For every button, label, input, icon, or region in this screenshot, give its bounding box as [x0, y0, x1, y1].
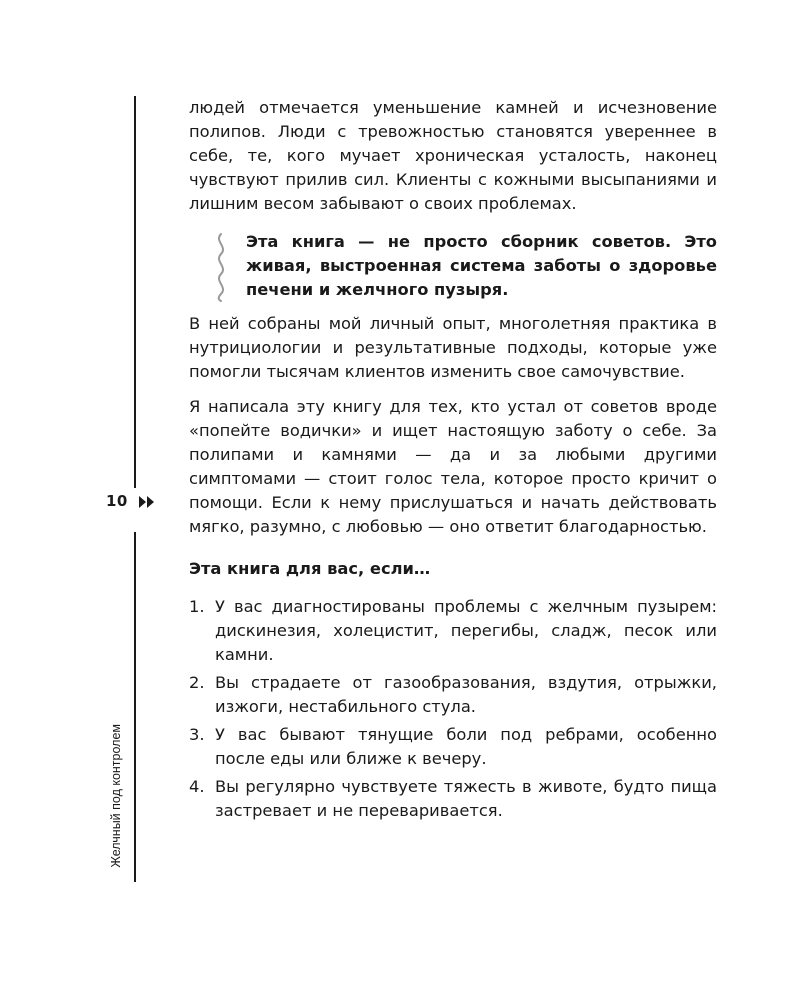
- list-item-number: 2.: [189, 673, 205, 692]
- list-item-text: Вы регулярно чувствуете тяжесть в животе, будто пища застревает и не переваривается.: [215, 777, 717, 820]
- list-item: [189, 595, 717, 667]
- double-right-arrow-icon: [137, 495, 157, 509]
- numbered-list: [189, 595, 717, 823]
- running-title: Желчный под контролем: [109, 724, 123, 868]
- page-number: 10: [106, 492, 128, 510]
- quote-text: Эта книга — не просто сборник советов. Это живая, выстроенная система заботы о здоровье печени и желчного пузыря.: [246, 232, 717, 299]
- paragraph: В ней собраны мой личный опыт, многолетняя практика в нутрициологии и результативные подходы, которые уже помогли тысячам клиентов изменить свое самочувствие.: [189, 314, 717, 381]
- list-item-number: 4.: [189, 777, 205, 796]
- wavy-line-icon: [213, 232, 229, 302]
- list-item-number: 3.: [189, 725, 205, 744]
- list-item: [189, 671, 717, 719]
- list-item-text: Вы страдаете от газообразования, вздутия, отрыжки, изжоги, нестабильного стула.: [215, 673, 717, 716]
- section-subheading: Эта книга для вас, если…: [189, 559, 431, 578]
- list-item-text: У вас диагностированы проблемы с желчным пузырем: дискинезия, холецистит, перегибы, сладж, песок или камни.: [215, 597, 717, 664]
- paragraph: людей отмечается уменьшение камней и исчезновение полипов. Люди с тревожностью становятся увереннее в себе, те, кого мучает хроническая усталость, наконец чувствуют прилив сил. Клиенты с кожными высыпаниями и лишним весом забывают о своих проблемах.: [189, 98, 717, 213]
- main-text-column: [189, 96, 717, 827]
- list-item: [189, 723, 717, 771]
- list-item: [189, 775, 717, 823]
- list-item-number: 1.: [189, 597, 205, 616]
- running-title-container: [108, 698, 128, 868]
- paragraph: Я написала эту книгу для тех, кто устал от советов вроде «попейте водички» и ищет настоящую заботу о себе. За полипами и камнями — да и за любыми другими симптомами — стоит голос тела, которое просто кричит о помощи. Если к нему прислушаться и начать действовать мягко, разумно, с любовью — оно ответит благодарностью.: [189, 397, 717, 536]
- pull-quote: [189, 230, 717, 302]
- margin-rule-bottom: [134, 532, 136, 882]
- list-item-text: У вас бывают тянущие боли под ребрами, особенно после еды или ближе к вечеру.: [215, 725, 717, 768]
- margin-rule-top: [134, 96, 136, 488]
